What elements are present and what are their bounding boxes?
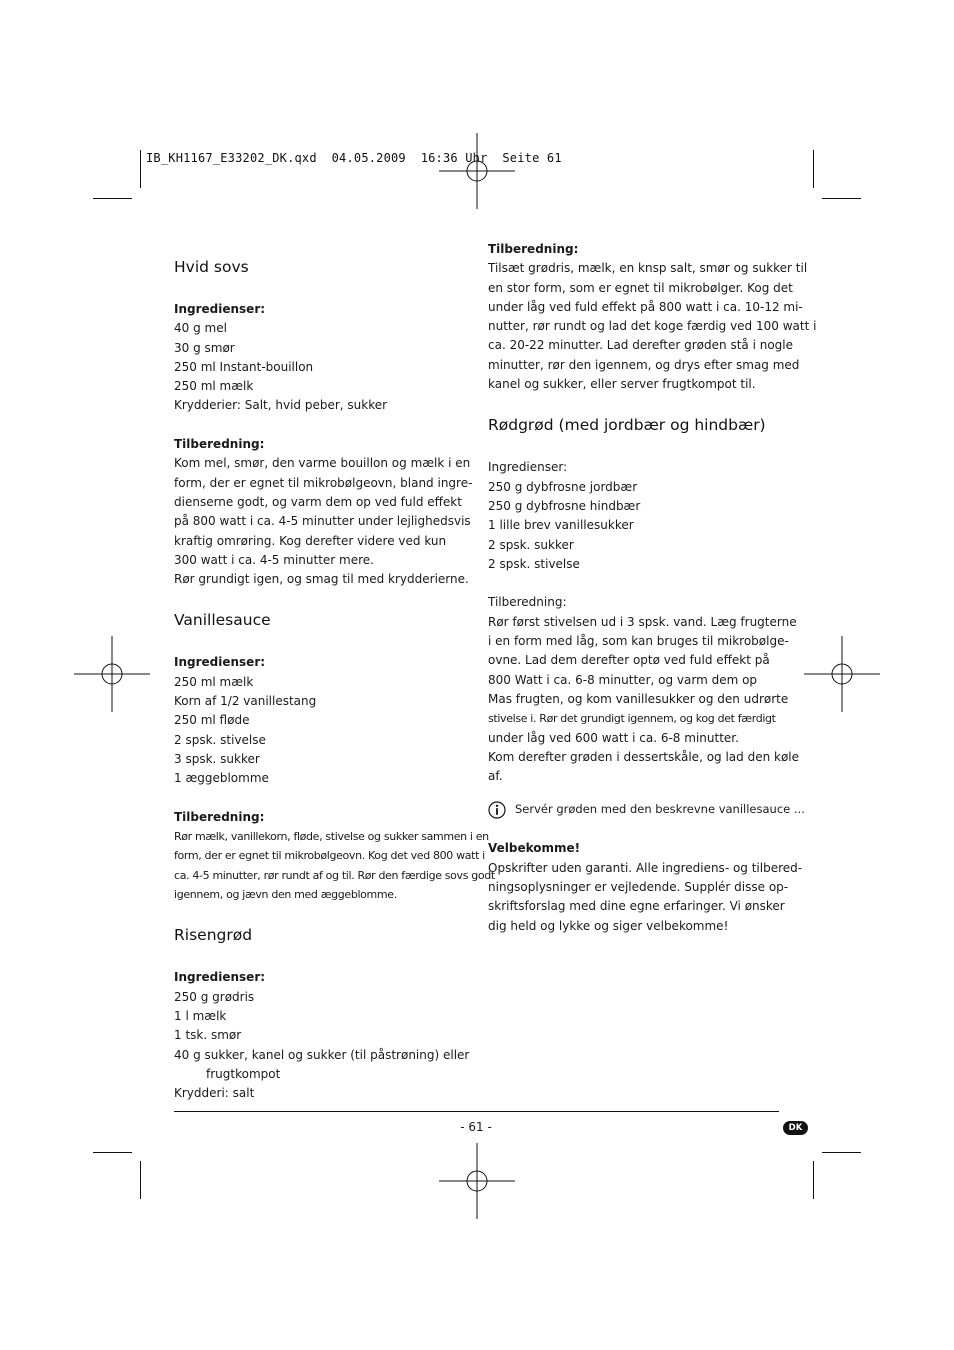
ingredient-line: 2 spsk. sukker (488, 537, 574, 552)
ingredient-line: 3 spsk. sukker (174, 751, 260, 766)
preparation-line: Kom derefter grøden i dessertskåle, og lad den køle (488, 749, 800, 764)
preparation-line: nutter, rør rundt og lad det koge færdig ved 100 watt i (488, 319, 817, 334)
preparation-line: form, der er egnet til mikrobølgeovn, bland ingre- (174, 475, 473, 490)
preparation-line: 300 watt i ca. 4-5 minutter mere. (174, 552, 374, 567)
ingredients-label: Ingredienser: (174, 970, 266, 985)
ingredient-line: 2 spsk. stivelse (174, 732, 266, 747)
print-slug: IB_KH1167_E33202_DK.qxd 04.05.2009 16:36 Uhr Seite 61 (146, 151, 562, 165)
preparation-line: i en form med låg, som kan bruges til mikrobølge- (488, 634, 789, 649)
preparation-line: Tilsæt grødris, mælk, en knsp salt, smør og sukker til (488, 261, 808, 276)
ingredients-label: Ingredienser: (488, 460, 568, 475)
preparation-line: under låg ved fuld effekt på 800 watt i ca. 10-12 mi- (488, 299, 803, 314)
ingredient-line: frugtkompot (206, 1066, 281, 1081)
preparation-line: Mas frugten, og kom vanillesukker og den udrørte (488, 691, 789, 706)
disclaimer-line: skriftsforslag med dine egne erfaringer. Vi ønsker (488, 899, 785, 914)
recipe-title: Rødgrød (med jordbær og hindbær) (488, 416, 766, 435)
recipe-vanillesauce (174, 609, 495, 904)
ingredient-line: 250 ml mælk (174, 674, 254, 689)
velbekomme-section (488, 839, 803, 935)
preparation-line: dienserne godt, og varm dem op ved fuld effekt (174, 494, 462, 509)
registration-mark-icon (439, 1143, 515, 1219)
risengrod-preparation (488, 240, 817, 394)
serving-tip (488, 800, 805, 819)
crop-mark (140, 150, 141, 188)
crop-mark (140, 1161, 141, 1199)
ingredients-label: Ingredienser: (174, 302, 266, 316)
crop-mark (93, 198, 132, 199)
ingredient-line: 40 g mel (174, 321, 227, 336)
preparation-line: en stor form, som er egnet til mikrobølger. Kog det (488, 280, 793, 295)
tip-text: Servér grøden med den beskrevne vanillesauce ... (515, 802, 805, 817)
ingredient-line: 250 ml fløde (174, 713, 250, 728)
recipe-hvid-sovs (174, 256, 474, 589)
preparation-line: på 800 watt i ca. 4-5 minutter under lejlighedsvis (174, 514, 471, 529)
ingredient-line: 250 g dybfrosne hindbær (488, 498, 641, 513)
info-icon (488, 801, 506, 819)
ingredient-line: 1 l mælk (174, 1008, 227, 1023)
preparation-line: form, der er egnet til mikrobølgeovn. Kog det ved 800 watt i (174, 849, 485, 863)
footer-divider (174, 1111, 779, 1112)
language-badge: DK (783, 1121, 808, 1135)
preparation-line: Rør grundigt igen, og smag til med krydderierne. (174, 572, 469, 587)
page-number: - 61 - (460, 1120, 492, 1134)
ingredient-line: 30 g smør (174, 340, 235, 355)
preparation-label: Tilberedning: (488, 595, 567, 610)
left-column (174, 256, 495, 1103)
recipe-title: Vanillesauce (174, 611, 271, 630)
preparation-line: under låg ved 600 watt i ca. 6-8 minutter. (488, 730, 739, 745)
ingredient-line: 40 g sukker, kanel og sukker (til påstrøning) eller (174, 1047, 470, 1062)
crop-mark (822, 198, 861, 199)
crop-mark (93, 1152, 132, 1153)
disclaimer-line: ningsoplysninger er vejledende. Supplér disse op- (488, 880, 789, 895)
crop-mark (813, 1161, 814, 1199)
registration-mark-icon (439, 133, 515, 209)
preparation-line: ca. 4-5 minutter, rør rundt af og til. Rør den færdige sovs godt (174, 868, 495, 882)
crop-mark (813, 150, 814, 188)
ingredient-line: 250 g grødris (174, 989, 255, 1004)
preparation-line: ca. 20-22 minutter. Lad derefter grøden stå i nogle (488, 338, 793, 353)
crop-mark (822, 1152, 861, 1153)
ingredient-line: 1 æggeblomme (174, 771, 269, 786)
preparation-line: kanel og sukker, eller server frugtkompot til. (488, 377, 756, 392)
preparation-line: ovne. Lad dem derefter optø ved fuld effekt på (488, 653, 770, 668)
preparation-line: stivelse i. Rør det grundigt igennem, og kog det færdigt (488, 712, 776, 726)
ingredient-line: Krydderier: Salt, hvid peber, sukker (174, 398, 388, 413)
registration-mark-icon (74, 636, 150, 712)
preparation-line: igennem, og jævn den med æggeblomme. (174, 888, 397, 902)
velbekomme-label: Velbekomme! (488, 841, 581, 856)
registration-mark-icon (804, 636, 880, 712)
preparation-line: Rør først stivelsen ud i 3 spsk. vand. Læg frugterne (488, 614, 797, 629)
ingredient-line: 2 spsk. stivelse (488, 556, 580, 571)
ingredient-line: Korn af 1/2 vanillestang (174, 694, 317, 709)
ingredient-line: Krydderi: salt (174, 1086, 255, 1101)
ingredient-line: 1 lille brev vanillesukker (488, 518, 634, 533)
preparation-line: minutter, rør den igennem, og drys efter smag med (488, 357, 800, 372)
preparation-label: Tilberedning: (174, 437, 265, 452)
ingredient-line: 250 ml Instant-bouillon (174, 359, 314, 374)
preparation-label: Tilberedning: (174, 809, 265, 824)
recipe-rodgrod (488, 414, 805, 819)
preparation-line: kraftig omrøring. Kog derefter videre ved kun (174, 533, 447, 548)
disclaimer-line: dig held og lykke og siger velbekomme! (488, 918, 729, 933)
recipe-title: Risengrød (174, 926, 253, 945)
recipe-title: Hvid sovs (174, 258, 249, 276)
ingredient-line: 250 ml mælk (174, 379, 254, 394)
ingredient-line: 250 g dybfrosne jordbær (488, 479, 638, 494)
preparation-line: Kom mel, smør, den varme bouillon og mælk i en (174, 456, 471, 471)
preparation-line: 800 Watt i ca. 6-8 minutter, og varm dem op (488, 672, 758, 687)
preparation-label: Tilberedning: (488, 242, 579, 256)
right-column (488, 240, 817, 936)
preparation-line: Rør mælk, vanillekorn, fløde, stivelse og sukker sammen i en (174, 830, 489, 844)
ingredients-label: Ingredienser: (174, 655, 266, 670)
recipe-risengrod (174, 924, 474, 1103)
ingredient-line: 1 tsk. smør (174, 1028, 242, 1043)
preparation-line: af. (488, 769, 503, 784)
disclaimer-line: Opskrifter uden garanti. Alle ingrediens- og tilbered- (488, 860, 803, 875)
